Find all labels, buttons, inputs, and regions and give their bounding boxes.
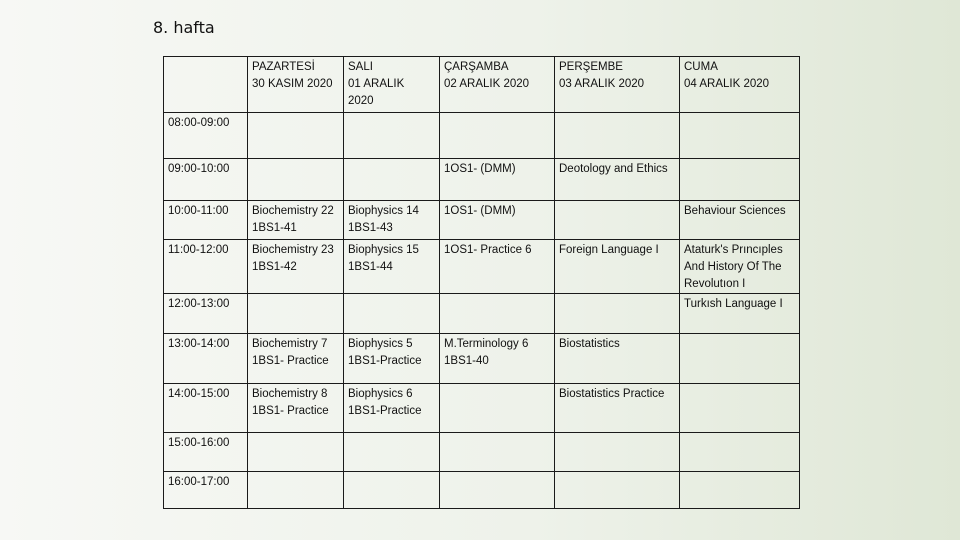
table-row xyxy=(164,294,800,334)
table-row xyxy=(164,159,800,201)
time-slot: 15:00-16:00 xyxy=(164,433,248,472)
class-cell xyxy=(440,294,555,334)
class-cell: Foreign Language I xyxy=(555,240,680,294)
class-cell: Biophysics 15 1BS1-44 xyxy=(344,240,440,294)
day-header-tuesday: SALI 01 ARALIK 2020 xyxy=(344,57,440,113)
class-cell xyxy=(440,113,555,159)
day-header-friday: CUMA 04 ARALIK 2020 xyxy=(680,57,800,113)
class-cell xyxy=(440,384,555,433)
class-cell xyxy=(555,472,680,509)
class-cell: 1OS1- Practice 6 xyxy=(440,240,555,294)
class-cell xyxy=(680,384,800,433)
class-cell: Biophysics 5 1BS1-Practice xyxy=(344,334,440,384)
class-cell xyxy=(248,159,344,201)
class-cell: 1OS1- (DMM) xyxy=(440,201,555,240)
table-row xyxy=(164,113,800,159)
class-cell xyxy=(555,113,680,159)
class-cell xyxy=(555,201,680,240)
table-row xyxy=(164,433,800,472)
class-cell xyxy=(440,472,555,509)
table-row xyxy=(164,201,800,240)
day-header-thursday: PERŞEMBE 03 ARALIK 2020 xyxy=(555,57,680,113)
class-cell: Turkısh Language I xyxy=(680,294,800,334)
time-slot: 11:00-12:00 xyxy=(164,240,248,294)
class-cell xyxy=(680,472,800,509)
day-header-wednesday: ÇARŞAMBA 02 ARALIK 2020 xyxy=(440,57,555,113)
class-cell: Biochemistry 22 1BS1-41 xyxy=(248,201,344,240)
slide-title: 8. hafta xyxy=(153,18,215,37)
class-cell: Biochemistry 23 1BS1-42 xyxy=(248,240,344,294)
class-cell xyxy=(555,433,680,472)
class-cell xyxy=(248,294,344,334)
class-cell: Biochemistry 8 1BS1- Practice xyxy=(248,384,344,433)
class-cell: Deotology and Ethics xyxy=(555,159,680,201)
header-row xyxy=(164,57,800,113)
time-slot: 16:00-17:00 xyxy=(164,472,248,509)
class-cell: Ataturk's Prıncıples And History Of The Revolutıon I xyxy=(680,240,800,294)
time-slot: 10:00-11:00 xyxy=(164,201,248,240)
class-cell xyxy=(440,433,555,472)
time-slot: 08:00-09:00 xyxy=(164,113,248,159)
time-slot: 13:00-14:00 xyxy=(164,334,248,384)
time-slot: 14:00-15:00 xyxy=(164,384,248,433)
class-cell: Behaviour Sciences xyxy=(680,201,800,240)
table-row xyxy=(164,334,800,384)
weekly-schedule-table xyxy=(163,56,800,509)
class-cell xyxy=(680,334,800,384)
class-cell: Biostatistics xyxy=(555,334,680,384)
class-cell xyxy=(248,472,344,509)
day-header-monday: PAZARTESİ 30 KASIM 2020 xyxy=(248,57,344,113)
class-cell xyxy=(248,113,344,159)
table-row xyxy=(164,384,800,433)
class-cell xyxy=(344,294,440,334)
corner-cell xyxy=(164,57,248,113)
table-row xyxy=(164,472,800,509)
class-cell xyxy=(680,159,800,201)
class-cell xyxy=(344,113,440,159)
class-cell xyxy=(680,113,800,159)
class-cell xyxy=(680,433,800,472)
class-cell xyxy=(344,159,440,201)
class-cell: Biophysics 6 1BS1-Practice xyxy=(344,384,440,433)
class-cell xyxy=(555,294,680,334)
class-cell: Biochemistry 7 1BS1- Practice xyxy=(248,334,344,384)
time-slot: 12:00-13:00 xyxy=(164,294,248,334)
class-cell: Biostatistics Practice xyxy=(555,384,680,433)
class-cell xyxy=(344,472,440,509)
class-cell xyxy=(248,433,344,472)
class-cell: M.Terminology 6 1BS1-40 xyxy=(440,334,555,384)
class-cell: Biophysics 14 1BS1-43 xyxy=(344,201,440,240)
class-cell: 1OS1- (DMM) xyxy=(440,159,555,201)
class-cell xyxy=(344,433,440,472)
table-row xyxy=(164,240,800,294)
time-slot: 09:00-10:00 xyxy=(164,159,248,201)
